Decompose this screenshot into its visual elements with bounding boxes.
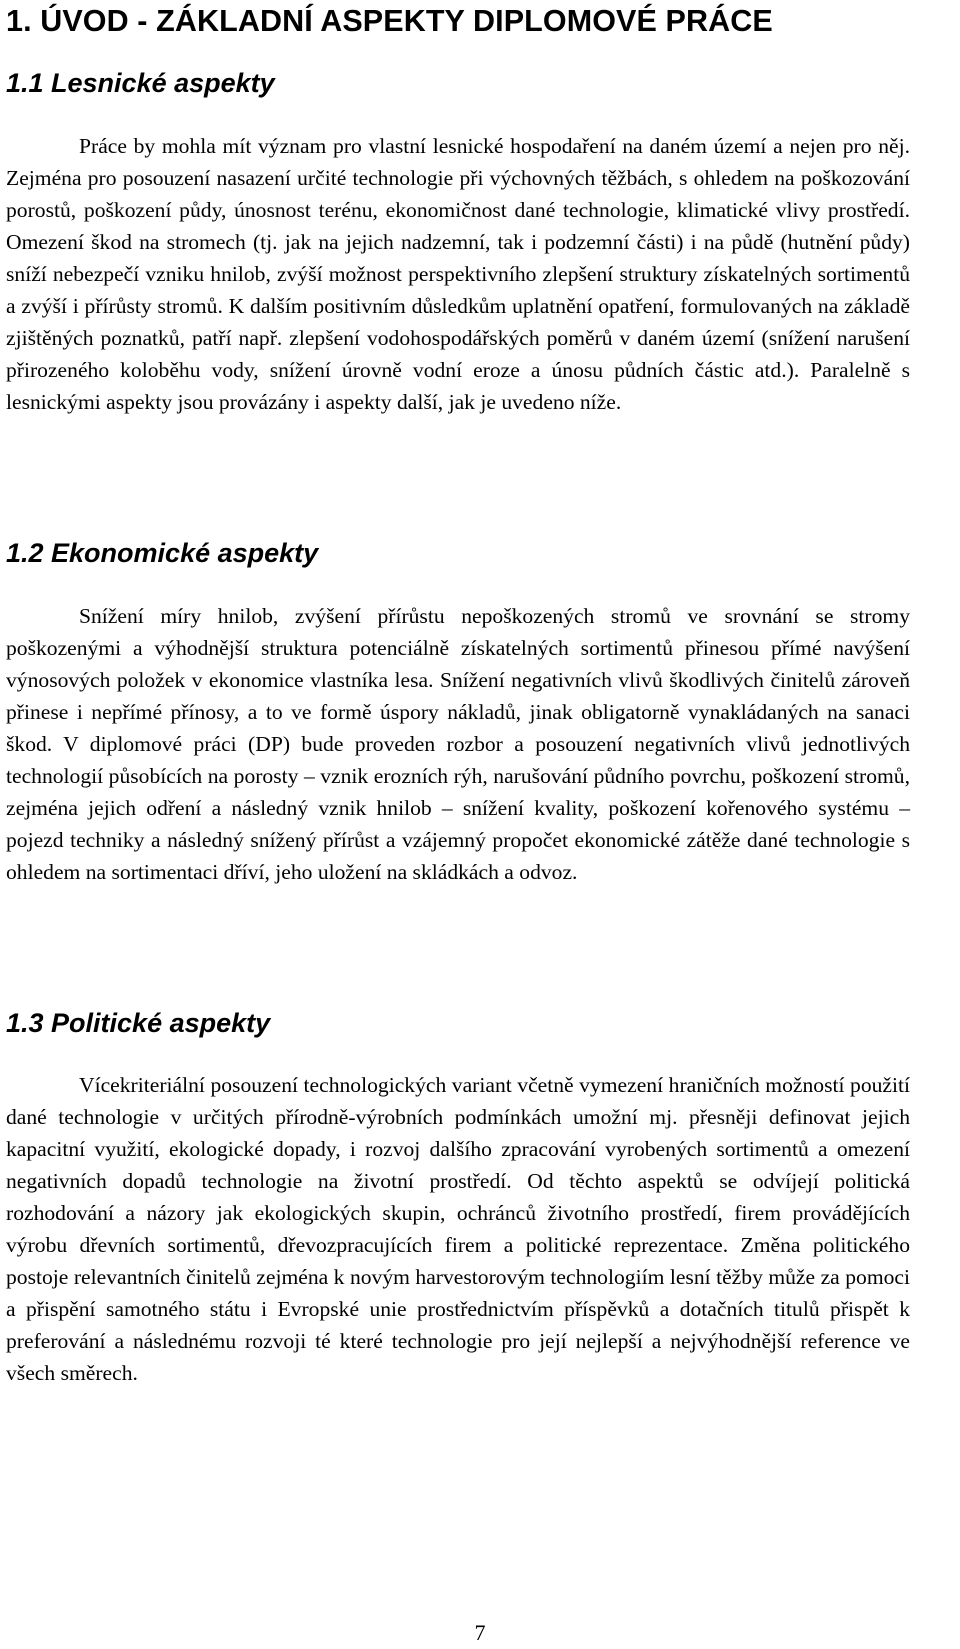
page-number: 7	[474, 1620, 486, 1645]
section-heading-forestry: 1.1 Lesnické aspekty	[6, 68, 275, 98]
section-heading-political: 1.3 Politické aspekty	[6, 1008, 271, 1038]
section-paragraph-economic: Snížení míry hnilob, zvýšení přírůstu nepoškozených stromů ve srovnání se stromy poškozenými a výhodnější struktura potenciálně získatelných sortimentů přinesou přímé navýšení výnosových položek v ekonomice vlastníka lesa. Snížení negativních vlivů škodlivých činitelů zároveň přinese i nepřímé přínosy, a to ve formě úspory nákladů, jinak obligatorně vynakládaných na sanaci škod. V diplomové práci (DP) bude proveden rozbor a posouzení negativních vlivů jednotlivých technologií působících na porosty – vznik erozních rýh, narušování půdního povrchu, poškození stromů, zejména jejich odření a následný vznik hnilob – snížení kvality, poškození kořenového systému – pojezd techniky a následný snížený přírůst a vzájemný propočet ekonomické zátěže dané technologie s ohledem na sortimentaci dříví, jeho uložení na skládkách a odvoz.	[6, 604, 910, 884]
chapter-title: 1. ÚVOD - ZÁKLADNÍ ASPEKTY DIPLOMOVÉ PRÁCE	[6, 4, 773, 38]
section-paragraph-political: Vícekriteriální posouzení technologických variant včetně vymezení hraničních možností použití dané technologie v určitých přírodně-výrobních podmínkách umožní mj. přesněji definovat jejich kapacitní využití, ekologické dopady, i rozvoj dalšího zpracování vyrobených sortimentů a omezení negativních dopadů technologie na životní prostředí. Od těchto aspektů se odvíjejí politická rozhodování a názory jak ekologických skupin, ochránců životního prostředí, firem provádějících výrobu dřevních sortimentů, dřevozpracujících firem a politické reprezentace. Změna politického postoje relevantních činitelů zejména k novým harvestorovým technologiím lesní těžby může za pomoci a přispění samotného státu i Evropské unie prostřednictvím příspěvků a dotačních titulů přispět k preferování a následnému rozvoji té které technologie pro její nejlepší a nejvýhodnější reference ve všech směrech.	[6, 1073, 910, 1385]
section-heading-economic: 1.2 Ekonomické aspekty	[6, 538, 319, 568]
section-paragraph-forestry: Práce by mohla mít význam pro vlastní lesnické hospodaření na daném území a nejen pro něj. Zejména pro posouzení nasazení určité technologie při výchovných těžbách, s ohledem na poškozování porostů, poškození půdy, únosnost terénu, ekonomičnost dané technologie, klimatické vlivy prostředí. Omezení škod na stromech (tj. jak na jejich nadzemní, tak i podzemní části) i na půdě (hutnění půdy) sníží nebezpečí vzniku hnilob, zvýší možnost perspektivního zlepšení struktury získatelných sortimentů a zvýší i přírůsty stromů. K dalším positivním důsledkům uplatnění opatření, formulovaných na základě zjištěných poznatků, patří např. zlepšení vodohospodářských poměrů v daném území (snížení narušení přirozeného koloběhu vody, snížení úrovně vodní eroze a únosu půdních částic atd.). Paralelně s lesnickými aspekty jsou provázány i aspekty další, jak je uvedeno níže.	[6, 134, 910, 414]
